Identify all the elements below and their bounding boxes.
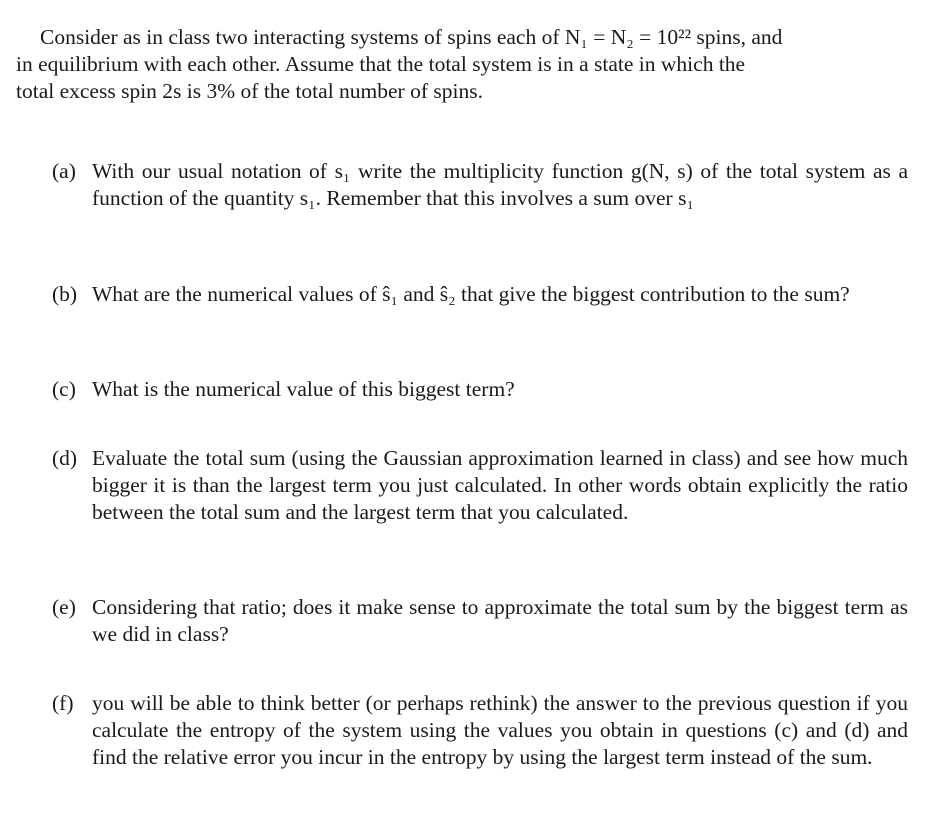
- question-d: [52, 445, 908, 526]
- problem-intro: [16, 24, 906, 105]
- question-e: [52, 594, 908, 648]
- question-b: [52, 281, 908, 308]
- question-text: With our usual notation of s₁ write the multiplicity function g(N, s) of the total system as a function of the quantity s₁. Remember that this involves a sum over s₁: [92, 159, 908, 210]
- question-a: [52, 158, 908, 212]
- question-text: Evaluate the total sum (using the Gaussian approximation learned in class) and see how much bigger it is than the largest term you just calculated. In other words obtain explicitly the ratio between the total sum and the largest term that you calculated.: [92, 446, 908, 524]
- intro-line-1: Consider as in class two interacting systems of spins each of N₁ = N₂ = 10²² spins, and: [40, 25, 783, 49]
- question-c: [52, 376, 908, 403]
- question-tag: (a): [52, 159, 76, 183]
- question-text: What are the numerical values of ŝ₁ and ŝ₂ that give the biggest contribution to the sum?: [92, 282, 850, 306]
- question-tag: (e): [52, 595, 76, 619]
- question-tag: (f): [52, 691, 74, 715]
- question-text: Considering that ratio; does it make sense to approximate the total sum by the biggest term as we did in class?: [92, 595, 908, 646]
- intro-line-2: in equilibrium with each other. Assume that the total system is in a state in which the: [16, 52, 746, 76]
- question-text: What is the numerical value of this biggest term?: [92, 377, 515, 401]
- question-f: [52, 690, 908, 771]
- question-tag: (d): [52, 446, 78, 470]
- question-tag: (b): [52, 282, 78, 306]
- question-tag: (c): [52, 377, 76, 401]
- question-text: you will be able to think better (or perhaps rethink) the answer to the previous question if you calculate the entropy of the system using the values you obtain in questions (c) and (d) and find the relative error you incur in the entropy by using the largest term instead of the sum.: [92, 691, 908, 769]
- intro-line-3: total excess spin 2s is 3% of the total number of spins.: [16, 79, 483, 103]
